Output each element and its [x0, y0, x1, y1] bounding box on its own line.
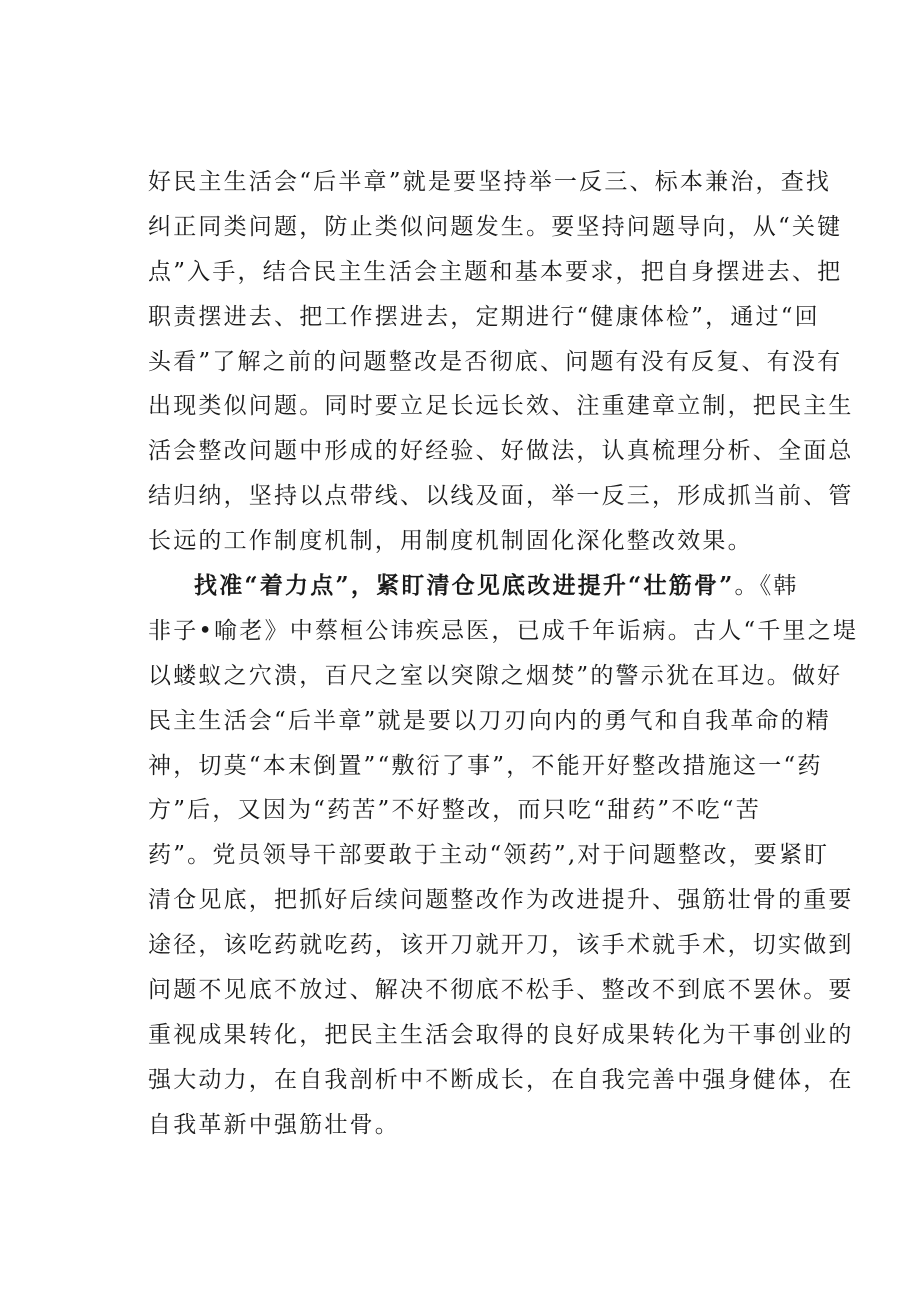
text-line: 活会整改问题中形成的好经验、好做法，认真梳理分析、全面总 [148, 438, 854, 465]
text-line: 药”。党员领导干部要敢于主动“领药”,对于问题整改，要紧盯 [148, 842, 830, 869]
text-line: 问题不见底不放过、解决不彻底不松手、整改不到底不罢休。要 [148, 977, 854, 1004]
paragraph-1 [148, 160, 854, 564]
document-body [148, 160, 859, 1148]
text-line: 非子•喻老》中蔡桓公讳疾忌医，已成千年诟病。古人“千里之堤 [148, 617, 859, 644]
text-line: 长远的工作制度机制，用制度机制固化深化整改效果。 [148, 528, 753, 555]
text-line: 途径，该吃药就吃药，该开刀就开刀，该手术就手术，切实做到 [148, 932, 854, 959]
text-line: 职责摆进去、把工作摆进去，定期进行“健康体检”，通过“回 [148, 303, 820, 330]
text-line: 重视成果转化，把民主生活会取得的良好成果转化为干事创业的 [148, 1021, 854, 1048]
paragraph-2-first-line [148, 564, 808, 609]
text-line: 以蝼蚁之穴溃，百尺之室以突隙之烟焚”的警示犹在耳边。做好 [148, 662, 843, 689]
text-line: 强大动力，在自我剖析中不断成长，在自我完善中强身健体，在 [148, 1066, 854, 1093]
text-line: 好民主生活会“后半章”就是要坚持举一反三、标本兼治，查找 [148, 169, 832, 195]
text-line: 方”后，又因为“药苦”不好整改，而只吃“甜药”不吃“苦 [148, 797, 761, 824]
text-line: 自我革新中强筋壮骨。 [148, 1111, 400, 1138]
text-line: 神，切莫“本末倒置”“敷衍了事”，不能开好整改措施这一“药 [148, 752, 823, 779]
text-line: 民主生活会“后半章”就是要以刀刃向内的勇气和自我革命的精 [148, 707, 832, 734]
text-line: 结归纳，坚持以点带线、以线及面，举一反三，形成抓当前、管 [148, 483, 854, 510]
text-line: 出现类似问题。同时要立足长远长效、注重建章立制，把民主生 [148, 393, 854, 420]
text-line: 清仓见底，把抓好后续问题整改作为改进提升、强筋壮骨的重要 [148, 887, 854, 914]
section-heading: 找准“着力点”，紧盯清仓见底改进提升“壮筋骨” [194, 572, 735, 600]
text-line: 点”入手，结合民主生活会主题和基本要求，把自身摆进去、把 [148, 258, 843, 285]
text-line: 头看”了解之前的问题整改是否彻底、问题有没有反复、有没有 [148, 348, 843, 375]
paragraph-2 [148, 564, 859, 1148]
heading-trailing-text: 。《韩 [734, 573, 799, 600]
text-line: 纠正同类问题，防止类似问题发生。要坚持问题导向，从“关键 [148, 213, 843, 240]
